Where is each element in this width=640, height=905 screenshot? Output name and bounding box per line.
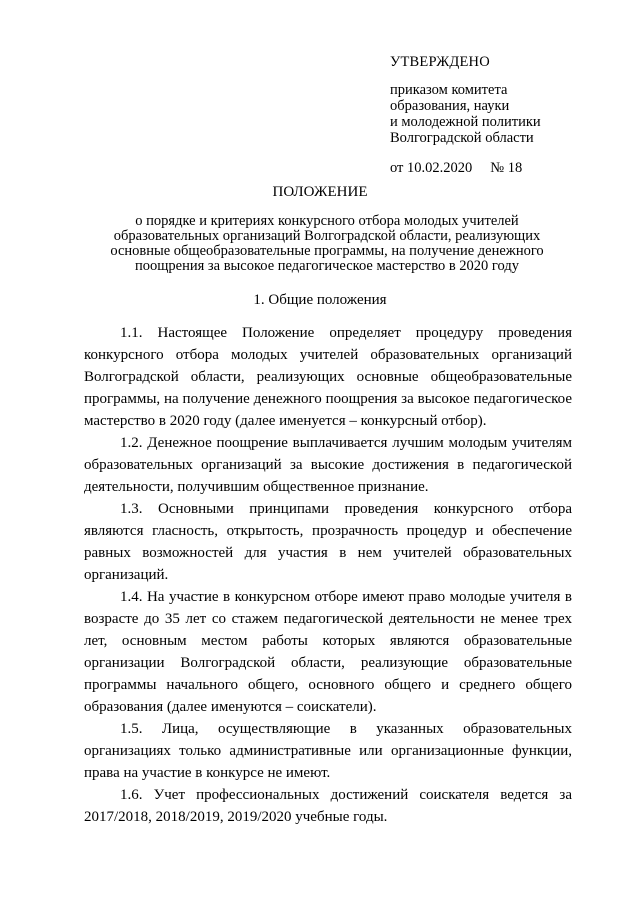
subtitle-line-3: основные общеобразовательные программы, на получение денежного bbox=[110, 243, 544, 259]
section-body bbox=[84, 322, 572, 828]
order-line-2: образования, науки bbox=[390, 98, 510, 114]
subtitle-line-4: поощрения за высокое педагогическое мастерство в 2020 году bbox=[135, 258, 519, 274]
approved-label: УТВЕРЖДЕНО bbox=[390, 54, 490, 70]
paragraph-1-5: 1.5. Лица, осуществляющие в указанных образовательных организациях только административные или организационные функции, права на участие в конкурсе не имеют. bbox=[84, 721, 572, 781]
order-line-3: и молодежной политики bbox=[390, 114, 541, 130]
paragraph-1-1: 1.1. Настоящее Положение определяет процедуру проведения конкурсного отбора молодых учителей образовательных организаций Волгоградской области, реализующих основные общеобразовательные программы, на получение денежного поощрения за высокое педагогическое мастерство в 2020 году (далее именуется – конкурсный отбор). bbox=[84, 325, 572, 429]
approval-stamp-block bbox=[390, 54, 620, 176]
paragraph-1-2: 1.2. Денежное поощрение выплачивается лучшим молодым учителям образовательных организаций за высокие достижения в педагогической деятельности, получившим общественное признание. bbox=[84, 435, 572, 495]
document-title: ПОЛОЖЕНИЕ bbox=[272, 184, 368, 200]
order-date-row bbox=[390, 160, 620, 176]
order-date: от 10.02.2020 bbox=[390, 160, 473, 176]
paragraph-1-4: 1.4. На участие в конкурсном отборе имеют право молодые учителя в возрасте до 35 лет со стажем педагогической деятельности не менее трех лет, основным местом работы которых являются образовательные организации Волгоградской области, реализующие образовательные программы начального общего, основного общего и среднего общего образования (далее именуются – соискатели). bbox=[84, 589, 572, 715]
order-line-4: Волгоградской области bbox=[390, 130, 534, 146]
subtitle-line-1: о порядке и критериях конкурсного отбора молодых учителей bbox=[135, 213, 519, 229]
subtitle-line-2: образовательных организаций Волгоградской области, реализующих bbox=[113, 228, 541, 244]
paragraph-1-6: 1.6. Учет профессиональных достижений соискателя ведется за 2017/2018, 2018/2019, 2019/2020 учебные годы. bbox=[84, 787, 572, 825]
paragraph-1-3: 1.3. Основными принципами проведения конкурсного отбора являются гласность, открытость, прозрачность процедур и обеспечение равных возможностей для участия в нем учителей образовательных организаций. bbox=[84, 501, 572, 583]
order-number: № 18 bbox=[490, 160, 523, 176]
order-line-1: приказом комитета bbox=[390, 82, 508, 98]
document-subtitle bbox=[92, 214, 562, 274]
section-heading-general: 1. Общие положения bbox=[253, 292, 387, 308]
